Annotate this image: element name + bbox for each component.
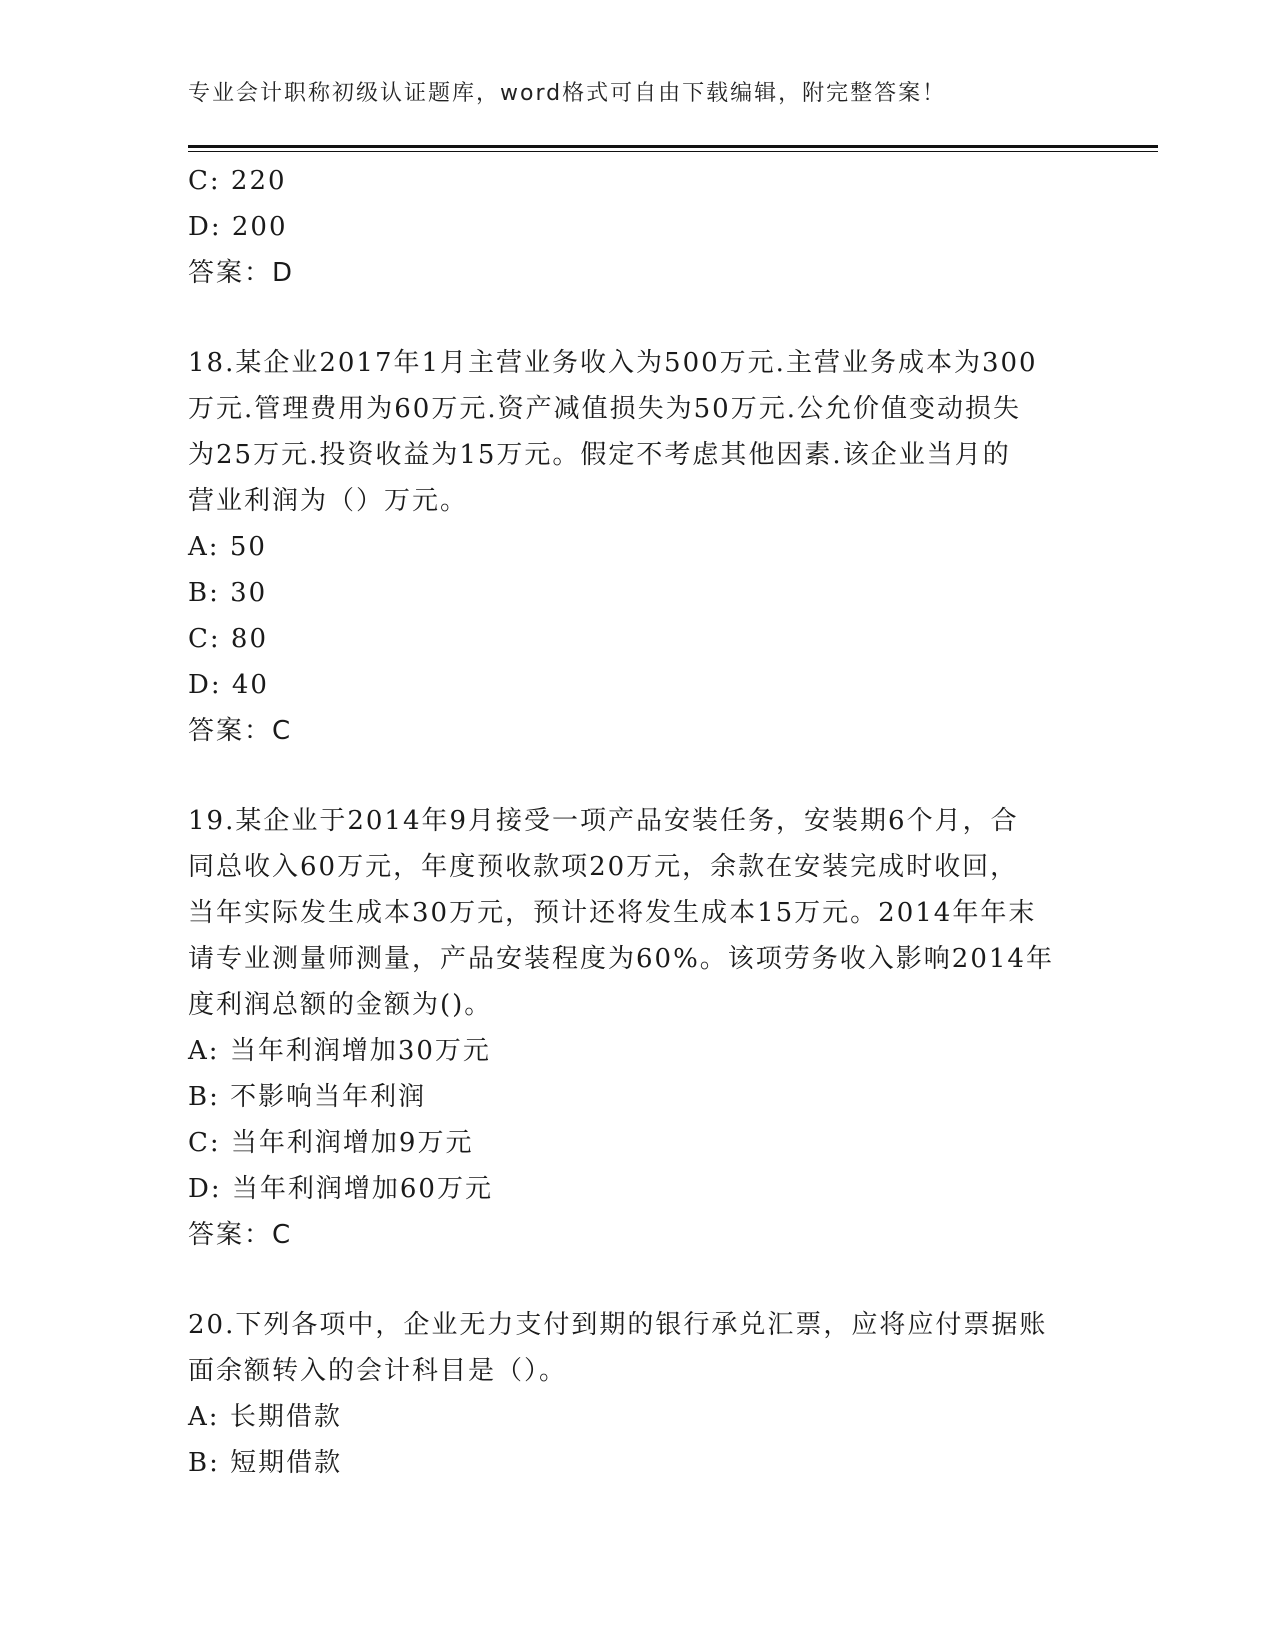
option-line: A: 长期借款 (188, 1402, 342, 1432)
question-content (188, 158, 1088, 1486)
question-stem-line: 18.某企业2017年1月主营业务收入为500万元.主营业务成本为300 (188, 348, 1038, 378)
option-line: D: 当年利润增加60万元 (188, 1174, 493, 1204)
option-line: D: 200 (188, 212, 288, 242)
header-divider (188, 145, 1158, 148)
option-line: C: 220 (188, 166, 287, 196)
question-stem-line: 请专业测量师测量，产品安装程度为60%。该项劳务收入影响2014年 (188, 944, 1054, 974)
question-stem-line: 万元.管理费用为60万元.资产减值损失为50万元.公允价值变动损失 (188, 394, 1021, 424)
option-line: D: 40 (188, 670, 269, 700)
option-line: A: 当年利润增加30万元 (188, 1036, 491, 1066)
answer-line: 答案：C (188, 716, 293, 746)
question-block (188, 798, 1088, 1258)
question-stem-line: 当年实际发生成本30万元，预计还将发生成本15万元。2014年年末 (188, 898, 1037, 928)
question-stem-line: 同总收入60万元，年度预收款项20万元，余款在安装完成时收回， (188, 852, 1019, 882)
page-header: 专业会计职称初级认证题库，word格式可自由下载编辑，附完整答案！ (188, 81, 947, 106)
question-stem-line: 度利润总额的金额为()。 (188, 990, 493, 1020)
answer-line: 答案：C (188, 1220, 293, 1250)
question-stem-line: 19.某企业于2014年9月接受一项产品安装任务，安装期6个月，合 (188, 806, 1019, 836)
question-stem-line: 面余额转入的会计科目是（）。 (188, 1356, 568, 1386)
option-line: B: 30 (188, 578, 268, 608)
question-block (188, 340, 1088, 754)
option-line: A: 50 (188, 532, 267, 562)
answer-line: 答案：D (188, 258, 295, 288)
header-divider-thin (188, 151, 1158, 152)
question-stem-line: 20.下列各项中，企业无力支付到期的银行承兑汇票，应将应付票据账 (188, 1310, 1048, 1340)
question-block (188, 1302, 1088, 1486)
option-line: B: 短期借款 (188, 1448, 343, 1478)
option-line: C: 当年利润增加9万元 (188, 1128, 474, 1158)
question-stem-line: 为25万元.投资收益为15万元。假定不考虑其他因素.该企业当月的 (188, 440, 1011, 470)
question-stem-line: 营业利润为（）万元。 (188, 486, 469, 516)
option-line: C: 80 (188, 624, 269, 654)
option-line: B: 不影响当年利润 (188, 1082, 427, 1112)
